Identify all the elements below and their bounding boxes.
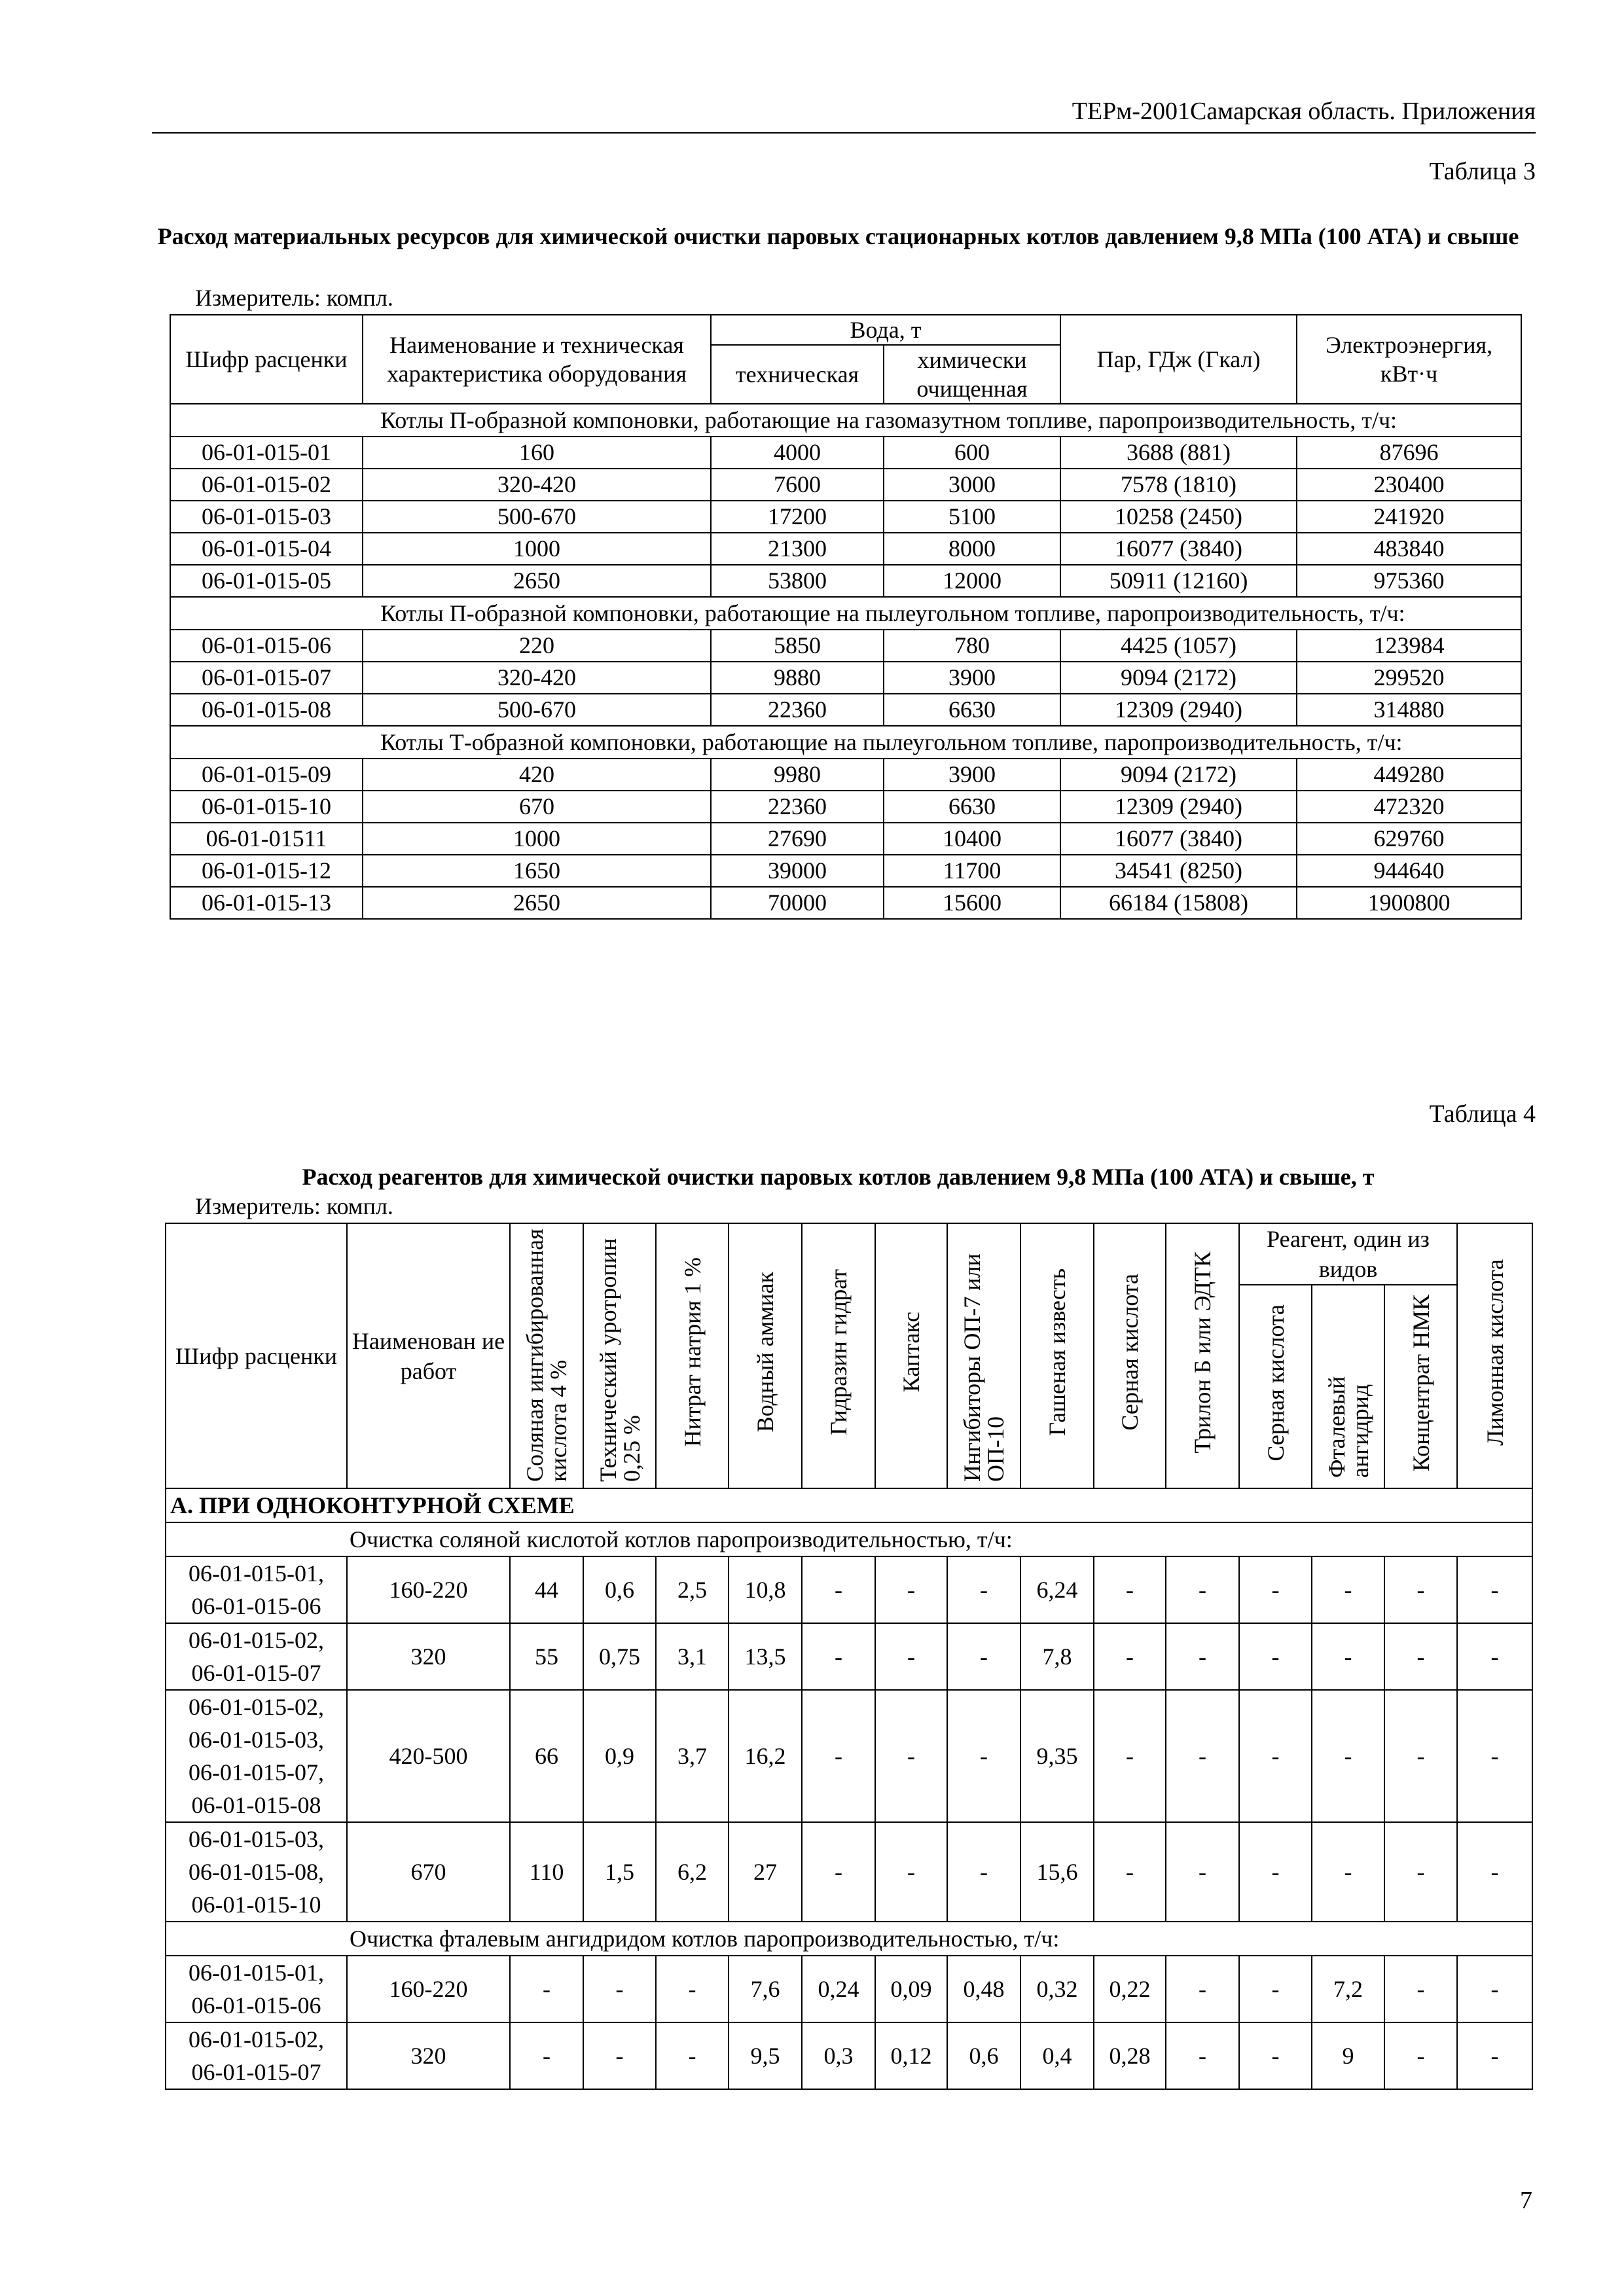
table-row [166,1690,1532,1822]
table-row [170,565,1521,597]
value-cell: 2650 [363,565,711,597]
value-cell: 1,5 [583,1822,656,1922]
value-cell: - [656,1956,729,2022]
table3-label: Таблица 3 [1429,158,1536,185]
value-cell: 10400 [884,823,1060,855]
value-cell: 27690 [711,823,884,855]
value-cell: 420 [363,759,711,791]
table-row [166,1623,1532,1690]
value-cell: 5850 [711,630,884,662]
col-reagent-label: Гидразин гидрат [825,1269,852,1435]
value-cell: 500-670 [363,501,711,533]
page-number: 7 [1520,2187,1532,2214]
value-cell: 9094 (2172) [1060,662,1297,694]
col-code-header: Шифр расценки [170,315,363,404]
rate-code-cell: 06-01-01511 [170,823,363,855]
table-row [166,1822,1532,1922]
group-row [170,404,1521,437]
value-cell: 55 [510,1623,583,1690]
value-cell: 0,6 [583,1556,656,1623]
col-reagent-label: Гашеная известь [1044,1268,1070,1436]
col-water-tech-header: техническая [711,345,884,404]
col-code-header: Шифр расценки [166,1223,347,1488]
value-cell: 320-420 [363,662,711,694]
value-cell: 123984 [1297,630,1521,662]
value-cell: 11700 [884,855,1060,887]
value-cell: 449280 [1297,759,1521,791]
value-cell: - [1094,1623,1166,1690]
value-cell: 66 [510,1690,583,1822]
group-title: Очистка соляной кислотой котлов паропроизводительностью, т/ч: [166,1522,1532,1556]
value-cell: - [1239,2022,1312,2089]
col-reagent-header [1020,1223,1094,1488]
col-reagent-sub-header [1312,1285,1384,1488]
value-cell: 3900 [884,759,1060,791]
table-row [170,533,1521,565]
value-cell: 0,4 [1020,2022,1094,2089]
running-header: ТЕРм-2001Самарская область. Приложения [1072,98,1536,125]
value-cell: - [1312,1556,1384,1623]
col-reagent-label: Лимонная кислота [1481,1259,1508,1446]
rate-code-cell: 06-01-015-13 [170,887,363,919]
value-cell: 7,6 [729,1956,802,2022]
value-cell: - [802,1623,875,1690]
value-cell: - [1166,1956,1239,2022]
value-cell: 6630 [884,791,1060,823]
value-cell: 22360 [711,791,884,823]
capacity-cell: 320 [347,2022,510,2089]
value-cell: 15600 [884,887,1060,919]
value-cell: 12309 (2940) [1060,694,1297,726]
value-cell: 110 [510,1822,583,1922]
value-cell: 4425 (1057) [1060,630,1297,662]
value-cell: - [1166,1623,1239,1690]
value-cell: - [1457,2022,1532,2089]
rate-codes-cell [166,1623,347,1690]
value-cell: - [947,1690,1020,1822]
value-cell: 230400 [1297,469,1521,501]
value-cell: 10,8 [729,1556,802,1623]
col-reagent-label: Технический уротропин 0,25 % [594,1238,645,1482]
value-cell: - [583,2022,656,2089]
rate-code-cell: 06-01-015-06 [170,630,363,662]
value-cell: 483840 [1297,533,1521,565]
rate-codes-cell [166,1956,347,2022]
value-cell: - [1457,1822,1532,1922]
rate-code: 06-01-015-01, [189,1960,324,1986]
value-cell: - [875,1623,947,1690]
col-water-header: Вода, т [711,315,1060,345]
col-reagent-label: Концентрат НМК [1407,1295,1434,1471]
table-row [170,855,1521,887]
value-cell: - [1094,1690,1166,1822]
value-cell: 500-670 [363,694,711,726]
value-cell: 0,3 [802,2022,875,2089]
table4-measure: Измеритель: компл. [195,1193,393,1219]
value-cell: - [1457,1956,1532,2022]
value-cell: - [947,1822,1020,1922]
value-cell: 2650 [363,887,711,919]
value-cell: 16077 (3840) [1060,533,1297,565]
value-cell: - [1166,1690,1239,1822]
value-cell: - [1239,1956,1312,2022]
group-title: Котлы Т-образной компоновки, работающие на пылеугольном топливе, паропроизводительность, т/ч: [170,726,1521,759]
value-cell: 10258 (2450) [1060,501,1297,533]
rate-code-cell: 06-01-015-02 [170,469,363,501]
col-reagent-label: Серная кислота [1262,1304,1289,1462]
rate-codes-cell [166,1556,347,1623]
table3-title: Расход материальных ресурсов для химической очистки паровых стационарных котлов давлением 9,8 МПа (100 АТА) и свыше [157,223,1519,249]
value-cell: 50911 (12160) [1060,565,1297,597]
col-reagent-sub-header [1384,1285,1457,1488]
rate-code-cell: 06-01-015-04 [170,533,363,565]
value-cell: 6,24 [1020,1556,1094,1623]
col-reagent-header [583,1223,656,1488]
value-cell: 9,5 [729,2022,802,2089]
value-cell: 13,5 [729,1623,802,1690]
value-cell: - [1239,1690,1312,1822]
value-cell: 22360 [711,694,884,726]
rate-code: 06-01-015-08 [191,1792,321,1818]
value-cell: 0,75 [583,1623,656,1690]
value-cell: - [1312,1623,1384,1690]
value-cell: - [1457,1623,1532,1690]
value-cell: 1000 [363,533,711,565]
value-cell: 8000 [884,533,1060,565]
value-cell: 780 [884,630,1060,662]
value-cell: - [1312,1822,1384,1922]
value-cell: 299520 [1297,662,1521,694]
capacity-cell: 320 [347,1623,510,1690]
rate-code: 06-01-015-07 [191,1660,321,1686]
rate-code: 06-01-015-07 [191,2059,321,2085]
value-cell: - [510,1956,583,2022]
col-reagent-header [510,1223,583,1488]
value-cell: - [583,1956,656,2022]
col-name-header: Наименован ие работ [347,1223,510,1488]
value-cell: - [1384,1822,1457,1922]
group-title: Котлы П-образной компоновки, работающие на пылеугольном топливе, паропроизводительность, т/ч: [170,597,1521,630]
value-cell: - [802,1690,875,1822]
value-cell: - [875,1556,947,1623]
group-row [170,726,1521,759]
group-row [166,1922,1532,1956]
value-cell: 944640 [1297,855,1521,887]
value-cell: - [1239,1822,1312,1922]
value-cell: 12000 [884,565,1060,597]
rate-code-cell: 06-01-015-08 [170,694,363,726]
rate-code-cell: 06-01-015-07 [170,662,363,694]
value-cell: 16077 (3840) [1060,823,1297,855]
table4 [165,1223,1533,2090]
value-cell: 6630 [884,694,1060,726]
rate-code: 06-01-015-10 [191,1892,321,1918]
capacity-cell: 420-500 [347,1690,510,1822]
value-cell: - [656,2022,729,2089]
col-reagent-label: Серная кислота [1117,1274,1143,1431]
value-cell: 1650 [363,855,711,887]
value-cell: - [1384,1556,1457,1623]
col-reagent-label: Водный аммиак [752,1272,778,1433]
table3 [170,314,1522,920]
value-cell: 3,7 [656,1690,729,1822]
value-cell: 27 [729,1822,802,1922]
value-cell: 220 [363,630,711,662]
value-cell: - [1094,1822,1166,1922]
rate-code-cell: 06-01-015-05 [170,565,363,597]
table3-measure: Измеритель: компл. [195,285,393,311]
value-cell: 320-420 [363,469,711,501]
value-cell: 0,28 [1094,2022,1166,2089]
rate-codes-cell [166,1690,347,1822]
value-cell: 3900 [884,662,1060,694]
value-cell: 629760 [1297,823,1521,855]
value-cell: 7578 (1810) [1060,469,1297,501]
col-reagent-label: Ингибиторы ОП-7 или ОП-10 [959,1253,1009,1482]
value-cell: 241920 [1297,501,1521,533]
table4-title: Расход реагентов для химической очистки паровых котлов давлением 9,8 МПа (100 АТА) и свыше, т [302,1164,1375,1190]
value-cell: 0,48 [947,1956,1020,2022]
table-row [170,759,1521,791]
table-row [170,630,1521,662]
rate-code: 06-01-015-03, [189,1727,324,1753]
table-row [170,887,1521,919]
rate-codes-cell [166,2022,347,2089]
value-cell: 21300 [711,533,884,565]
col-water-chem-header: химически очищенная [884,345,1060,404]
col-reagent-header [1094,1223,1166,1488]
value-cell: - [1384,1690,1457,1822]
value-cell: - [1166,1556,1239,1623]
value-cell: 3000 [884,469,1060,501]
table-row [170,694,1521,726]
col-power-header: Электроэнергия, кВт·ч [1297,315,1521,404]
value-cell: 53800 [711,565,884,597]
value-cell: 0,6 [947,2022,1020,2089]
col-reagent-sub-header [1239,1285,1312,1488]
rate-code-cell: 06-01-015-01 [170,437,363,469]
rate-code: 06-01-015-06 [191,1593,321,1619]
capacity-cell: 160-220 [347,1956,510,2022]
value-cell: 4000 [711,437,884,469]
value-cell: 3688 (881) [1060,437,1297,469]
value-cell: - [802,1556,875,1623]
rate-code: 06-01-015-08, [189,1859,324,1885]
capacity-cell: 670 [347,1822,510,1922]
value-cell: 44 [510,1556,583,1623]
value-cell: 2,5 [656,1556,729,1623]
value-cell: 87696 [1297,437,1521,469]
rate-code-cell: 06-01-015-09 [170,759,363,791]
value-cell: 0,24 [802,1956,875,2022]
rate-code: 06-01-015-02, [189,1694,324,1720]
rate-code: 06-01-015-07, [189,1759,324,1785]
col-steam-header: Пар, ГДж (Гкал) [1060,315,1297,404]
col-reagent-group-header: Реагент, один из видов [1239,1223,1457,1285]
value-cell: 17200 [711,501,884,533]
value-cell: 5100 [884,501,1060,533]
value-cell: 9094 (2172) [1060,759,1297,791]
col-reagent-label: Соляная ингибированная кислота 4 % [522,1228,571,1482]
rate-code: 06-01-015-02, [189,2026,324,2053]
value-cell: - [1384,1623,1457,1690]
table-row [170,791,1521,823]
section-title: А. ПРИ ОДНОКОНТУРНОЙ СХЕМЕ [166,1488,1532,1522]
table-row [166,1556,1532,1623]
table4-label: Таблица 4 [1429,1100,1536,1128]
col-reagent-header [802,1223,875,1488]
col-reagent-label: Трилон Б или ЭДТК [1189,1251,1216,1454]
rate-code-cell: 06-01-015-10 [170,791,363,823]
rate-code: 06-01-015-06 [191,1992,321,2018]
value-cell: 0,9 [583,1690,656,1822]
value-cell: 3,1 [656,1623,729,1690]
value-cell: - [802,1822,875,1922]
rate-codes-cell [166,1822,347,1922]
value-cell: - [1239,1556,1312,1623]
value-cell: 472320 [1297,791,1521,823]
value-cell: 314880 [1297,694,1521,726]
value-cell: 1900800 [1297,887,1521,919]
value-cell: 9980 [711,759,884,791]
value-cell: 0,12 [875,2022,947,2089]
table-row [166,2022,1532,2089]
table-row [170,501,1521,533]
group-row [170,597,1521,630]
value-cell: 9,35 [1020,1690,1094,1822]
value-cell: - [510,2022,583,2089]
value-cell: 7600 [711,469,884,501]
value-cell: - [1312,1690,1384,1822]
value-cell: - [1239,1623,1312,1690]
table-row [170,662,1521,694]
value-cell: 975360 [1297,565,1521,597]
col-reagent-label: Фталевый ангидрид [1323,1376,1373,1478]
col-citric-header [1457,1223,1532,1488]
value-cell: 7,8 [1020,1623,1094,1690]
value-cell: 12309 (2940) [1060,791,1297,823]
value-cell: 6,2 [656,1822,729,1922]
value-cell: 670 [363,791,711,823]
value-cell: 0,09 [875,1956,947,2022]
value-cell: - [947,1623,1020,1690]
col-name-header: Наименование и техническая характеристика оборудования [363,315,711,404]
value-cell: 15,6 [1020,1822,1094,1922]
value-cell: - [1166,1822,1239,1922]
section-row [166,1488,1532,1522]
value-cell: 160 [363,437,711,469]
value-cell: 66184 (15808) [1060,887,1297,919]
value-cell: 0,32 [1020,1956,1094,2022]
rate-code-cell: 06-01-015-03 [170,501,363,533]
value-cell: - [1384,1956,1457,2022]
capacity-cell: 160-220 [347,1556,510,1623]
value-cell: - [1457,1556,1532,1623]
value-cell: 39000 [711,855,884,887]
group-row [166,1522,1532,1556]
value-cell: 34541 (8250) [1060,855,1297,887]
value-cell: - [875,1822,947,1922]
col-reagent-header [875,1223,947,1488]
value-cell: - [1457,1690,1532,1822]
value-cell: 600 [884,437,1060,469]
value-cell: - [1094,1556,1166,1623]
value-cell: 0,22 [1094,1956,1166,2022]
group-title: Котлы П-образной компоновки, работающие на газомазутном топливе, паропроизводительность, т/ч: [170,404,1521,437]
value-cell: 16,2 [729,1690,802,1822]
col-reagent-header [947,1223,1020,1488]
value-cell: 70000 [711,887,884,919]
table-row [170,437,1521,469]
rate-code: 06-01-015-01, [189,1560,324,1587]
rate-code: 06-01-015-02, [189,1627,324,1653]
value-cell: - [875,1690,947,1822]
group-title: Очистка фталевым ангидридом котлов паропроизводительностью, т/ч: [166,1922,1532,1956]
col-reagent-header [656,1223,729,1488]
table-row [166,1956,1532,2022]
col-reagent-label: Каптакс [898,1312,924,1393]
rate-code: 06-01-015-03, [189,1826,324,1852]
value-cell: 7,2 [1312,1956,1384,2022]
value-cell: - [947,1556,1020,1623]
col-reagent-label: Нитрат натрия 1 % [679,1257,706,1447]
value-cell: 9 [1312,2022,1384,2089]
value-cell: - [1384,2022,1457,2089]
value-cell: 1000 [363,823,711,855]
table-row [170,823,1521,855]
col-reagent-header [1166,1223,1239,1488]
value-cell: - [1166,2022,1239,2089]
header-divider [152,132,1536,134]
rate-code-cell: 06-01-015-12 [170,855,363,887]
value-cell: 9880 [711,662,884,694]
col-reagent-header [729,1223,802,1488]
table-row [170,469,1521,501]
